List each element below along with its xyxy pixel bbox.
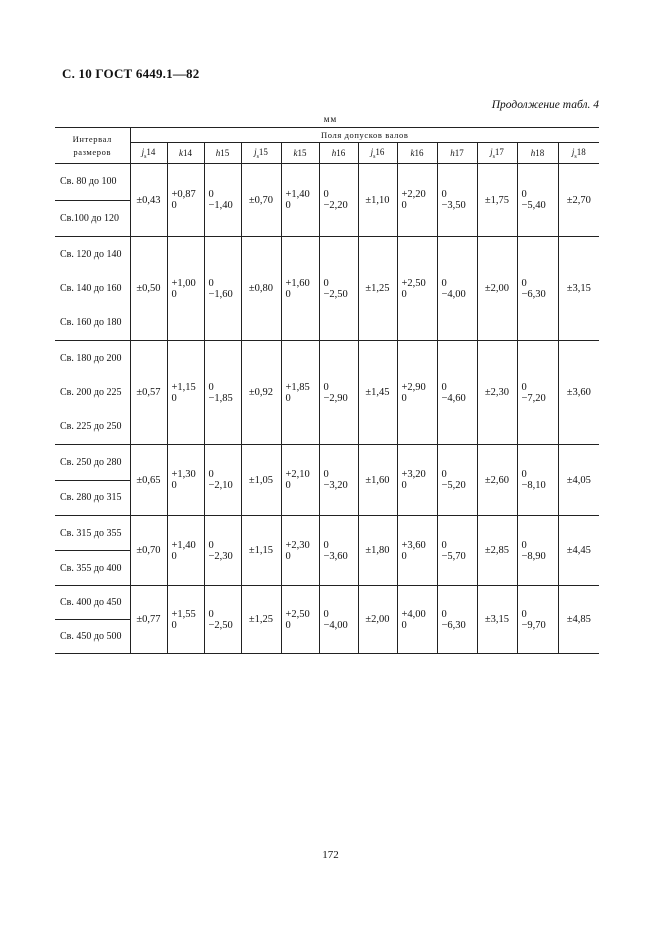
column-subscript: s — [256, 153, 259, 160]
tolerance-value: ±3,60 — [558, 341, 599, 445]
column-letter: j — [571, 146, 575, 157]
lower-deviation: −2,50 — [323, 288, 348, 300]
upper-deviation: 0 — [208, 608, 214, 620]
tolerance-value — [319, 516, 358, 586]
upper-deviation: +1,00 — [171, 277, 196, 289]
tolerance-value — [204, 516, 241, 586]
lower-deviation: −1,40 — [208, 200, 233, 211]
column-letter: j — [490, 146, 493, 157]
column-letter: j — [254, 146, 257, 157]
column-number: 16 — [375, 146, 385, 157]
column-header-h15 — [204, 143, 241, 164]
tolerance-value — [167, 164, 204, 237]
upper-deviation: 0 — [441, 189, 447, 200]
tolerance-value — [319, 164, 358, 237]
table-row — [55, 516, 599, 586]
size-interval-label: Св. 225 до 250 — [60, 421, 122, 433]
lower-deviation: −2,10 — [208, 480, 233, 491]
lower-deviation: −6,30 — [521, 288, 546, 300]
upper-deviation: 0 — [441, 539, 447, 551]
tolerance-value: ±0,70 — [241, 164, 281, 237]
lower-deviation: −4,60 — [441, 392, 466, 404]
tolerance-value — [281, 586, 319, 654]
tolerance-value — [281, 237, 319, 341]
tolerance-value: ±1,80 — [358, 516, 397, 586]
table-row — [55, 445, 599, 516]
column-subscript: s — [574, 153, 577, 160]
column-header-k16 — [397, 143, 437, 164]
upper-deviation: 0 — [323, 381, 329, 393]
lower-deviation: −4,00 — [323, 619, 348, 631]
column-header-js14 — [130, 143, 167, 164]
lower-deviation: 0 — [171, 288, 177, 300]
lower-deviation: −4,00 — [441, 288, 466, 300]
size-interval-label: Св. 280 до 315 — [60, 492, 122, 504]
tolerance-value: ±2,70 — [558, 164, 599, 237]
size-interval-cell — [55, 516, 130, 586]
lower-deviation: −2,90 — [323, 392, 348, 404]
column-number: 18 — [535, 148, 545, 158]
size-interval-cell — [55, 341, 130, 445]
lower-deviation: 0 — [285, 480, 291, 491]
column-subscript: s — [373, 153, 376, 160]
tolerance-value: ±1,60 — [358, 445, 397, 516]
tolerance-value — [517, 445, 558, 516]
page-number: 172 — [322, 849, 339, 861]
tolerance-value: ±4,05 — [558, 445, 599, 516]
tolerance-value — [397, 341, 437, 445]
lower-deviation: −2,50 — [208, 619, 233, 631]
tolerance-value — [397, 445, 437, 516]
upper-deviation: 0 — [441, 381, 447, 393]
tolerance-value: ±3,15 — [558, 237, 599, 341]
upper-deviation: 0 — [441, 469, 447, 480]
column-letter: j — [370, 146, 374, 157]
tolerance-value — [281, 341, 319, 445]
tolerance-value — [167, 516, 204, 586]
fields-header: Поля допусков валов — [130, 128, 599, 143]
upper-deviation: +1,40 — [285, 189, 310, 200]
tolerance-value — [437, 164, 477, 237]
tolerance-value: ±0,50 — [130, 237, 167, 341]
tolerance-value: ±0,70 — [130, 516, 167, 586]
tolerance-value — [437, 237, 477, 341]
tolerance-value — [204, 586, 241, 654]
tolerance-value — [397, 237, 437, 341]
lower-deviation: −5,40 — [521, 200, 546, 211]
upper-deviation: 0 — [441, 608, 447, 620]
tolerance-value: ±0,43 — [130, 164, 167, 237]
table-row — [55, 586, 599, 654]
column-number: 15 — [258, 146, 268, 157]
table-row — [55, 164, 599, 237]
tolerance-value — [517, 341, 558, 445]
tolerance-value: ±2,00 — [358, 586, 397, 654]
upper-deviation: 0 — [521, 381, 527, 393]
size-interval-label: Св. 450 до 500 — [60, 631, 122, 642]
tolerance-value — [517, 237, 558, 341]
tolerance-value: ±1,25 — [241, 586, 281, 654]
size-interval-label: Св. 140 до 160 — [60, 282, 122, 294]
tolerance-value — [167, 586, 204, 654]
tolerance-value: ±2,00 — [477, 237, 517, 341]
tolerance-value: ±1,25 — [358, 237, 397, 341]
tolerance-value: ±4,45 — [558, 516, 599, 586]
size-interval-label: Св. 355 до 400 — [60, 562, 122, 574]
tolerance-value — [204, 237, 241, 341]
lower-deviation: 0 — [285, 392, 291, 404]
lower-deviation: 0 — [171, 200, 177, 211]
lower-deviation: 0 — [401, 550, 407, 562]
tolerance-value: ±4,85 — [558, 586, 599, 654]
upper-deviation: 0 — [208, 381, 214, 393]
column-letter: k — [410, 148, 415, 158]
tolerance-value: ±1,10 — [358, 164, 397, 237]
tolerance-value: ±1,45 — [358, 341, 397, 445]
column-number: 16 — [336, 148, 346, 158]
upper-deviation: +1,60 — [285, 277, 310, 289]
upper-deviation: 0 — [208, 189, 214, 200]
upper-deviation: +2,20 — [401, 189, 426, 200]
upper-deviation: +0,87 — [171, 189, 196, 200]
lower-deviation: 0 — [171, 619, 177, 631]
tolerance-value — [319, 586, 358, 654]
column-subscript: s — [492, 153, 495, 160]
lower-deviation: −3,20 — [323, 480, 348, 491]
column-header-h16 — [319, 143, 358, 164]
tolerance-value — [204, 341, 241, 445]
tolerance-value — [204, 164, 241, 237]
upper-deviation: 0 — [521, 608, 527, 620]
column-letter: h — [450, 148, 455, 158]
size-interval-label: Св. 160 до 180 — [60, 317, 122, 329]
tolerance-value — [281, 445, 319, 516]
column-letter: h — [331, 148, 337, 158]
lower-deviation: −5,20 — [441, 480, 466, 491]
size-interval-cell — [55, 586, 130, 654]
column-number: 15 — [220, 148, 230, 158]
tolerance-value — [281, 164, 319, 237]
lower-deviation: −8,90 — [521, 550, 546, 562]
column-header-k14 — [167, 143, 204, 164]
upper-deviation: 0 — [323, 608, 329, 620]
upper-deviation: +3,20 — [401, 469, 426, 480]
lower-deviation: −2,20 — [323, 200, 348, 211]
column-header-js15 — [241, 143, 281, 164]
tolerance-value: ±3,15 — [477, 586, 517, 654]
upper-deviation: +2,30 — [285, 539, 310, 551]
upper-deviation: +1,55 — [171, 608, 196, 620]
page-header: С. 10 ГОСТ 6449.1—82 — [62, 66, 200, 81]
column-number: 17 — [494, 146, 504, 157]
lower-deviation: −1,85 — [208, 392, 233, 404]
lower-deviation: −5,70 — [441, 550, 466, 562]
column-header-h17 — [437, 143, 477, 164]
column-number: 14 — [183, 148, 192, 158]
upper-deviation: +2,90 — [401, 381, 426, 393]
tolerance-value: ±2,85 — [477, 516, 517, 586]
tolerance-value: ±0,65 — [130, 445, 167, 516]
lower-deviation: −9,70 — [521, 619, 546, 631]
size-interval-label: Св. 315 до 355 — [55, 516, 130, 551]
tolerance-value — [437, 341, 477, 445]
tolerance-value — [397, 586, 437, 654]
table-row — [55, 341, 599, 445]
upper-deviation: 0 — [521, 539, 527, 551]
tolerance-table — [55, 127, 599, 654]
size-interval-cell — [55, 237, 130, 341]
lower-deviation: −7,20 — [521, 392, 546, 404]
upper-deviation: +1,15 — [171, 381, 196, 393]
tolerance-value — [167, 237, 204, 341]
tolerance-value: ±2,30 — [477, 341, 517, 445]
column-number: 15 — [297, 148, 307, 158]
lower-deviation: −3,50 — [441, 200, 466, 211]
lower-deviation: −1,60 — [208, 288, 233, 300]
column-number: 17 — [454, 148, 464, 158]
column-header-js16 — [358, 143, 397, 164]
tolerance-value — [167, 445, 204, 516]
lower-deviation: 0 — [285, 619, 291, 631]
lower-deviation: 0 — [401, 200, 407, 211]
tolerance-value — [517, 164, 558, 237]
lower-deviation: 0 — [401, 392, 407, 404]
tolerance-value: ±0,92 — [241, 341, 281, 445]
upper-deviation: 0 — [441, 277, 447, 289]
column-letter: j — [141, 146, 145, 157]
lower-deviation: 0 — [401, 480, 407, 491]
tolerance-value — [517, 516, 558, 586]
tolerance-value: ±2,60 — [477, 445, 517, 516]
column-number: 18 — [576, 146, 586, 157]
tolerance-value — [167, 341, 204, 445]
tolerance-value: ±1,15 — [241, 516, 281, 586]
lower-deviation: 0 — [285, 550, 291, 562]
tolerance-value — [204, 445, 241, 516]
lower-deviation: 0 — [285, 200, 291, 211]
upper-deviation: +2,50 — [401, 277, 426, 289]
lower-deviation: −6,30 — [441, 619, 466, 631]
tolerance-value: ±1,75 — [477, 164, 517, 237]
column-letter: k — [293, 148, 298, 158]
size-interval-label: Св. 400 до 450 — [55, 586, 130, 620]
column-number: 16 — [414, 148, 424, 158]
column-letter: h — [215, 148, 221, 158]
lower-deviation: 0 — [171, 550, 177, 562]
unit-label: мм — [323, 114, 338, 124]
tolerance-value: ±0,77 — [130, 586, 167, 654]
lower-deviation: −3,60 — [323, 550, 348, 562]
upper-deviation: 0 — [208, 469, 214, 480]
size-interval-cell — [55, 445, 130, 516]
lower-deviation: −8,10 — [521, 480, 546, 491]
tolerance-value: ±0,57 — [130, 341, 167, 445]
lower-deviation: 0 — [401, 288, 407, 300]
size-interval-label: Св. 250 до 280 — [55, 445, 130, 481]
column-header-js18 — [558, 143, 599, 164]
table-row — [55, 237, 599, 341]
upper-deviation: 0 — [323, 469, 329, 480]
lower-deviation: 0 — [401, 619, 407, 631]
tolerance-value — [437, 516, 477, 586]
upper-deviation: +1,85 — [285, 381, 310, 393]
upper-deviation: +3,60 — [401, 539, 426, 551]
tolerance-value — [437, 445, 477, 516]
tolerance-value: ±1,05 — [241, 445, 281, 516]
tolerance-value — [319, 237, 358, 341]
column-letter: h — [530, 148, 536, 158]
tolerance-value: ±0,80 — [241, 237, 281, 341]
lower-deviation: 0 — [171, 480, 177, 491]
upper-deviation: 0 — [323, 539, 329, 551]
column-subscript: s — [144, 153, 147, 160]
size-interval-label: Св. 180 до 200 — [60, 352, 122, 364]
upper-deviation: 0 — [521, 189, 527, 200]
tolerance-value — [281, 516, 319, 586]
size-interval-cell — [55, 164, 130, 237]
tolerance-value — [319, 445, 358, 516]
upper-deviation: 0 — [323, 189, 329, 200]
upper-deviation: 0 — [208, 539, 214, 551]
column-number: 14 — [146, 146, 156, 157]
lower-deviation: 0 — [171, 392, 177, 404]
upper-deviation: 0 — [521, 277, 527, 289]
size-interval-label: Св.100 до 120 — [60, 212, 119, 224]
interval-header: Интервал размеров — [55, 128, 130, 164]
upper-deviation: +2,10 — [285, 469, 310, 480]
upper-deviation: +4,00 — [401, 608, 426, 620]
size-interval-label: Св. 80 до 100 — [55, 164, 130, 201]
lower-deviation: 0 — [285, 288, 291, 300]
column-header-k15 — [281, 143, 319, 164]
tolerance-value — [319, 341, 358, 445]
upper-deviation: +2,50 — [285, 608, 310, 620]
lower-deviation: −2,30 — [208, 550, 233, 562]
column-header-js17 — [477, 143, 517, 164]
column-letter: k — [179, 148, 183, 158]
tolerance-value — [397, 516, 437, 586]
upper-deviation: +1,30 — [171, 469, 196, 480]
upper-deviation: +1,40 — [171, 539, 196, 551]
tolerance-value — [437, 586, 477, 654]
size-interval-label: Св. 120 до 140 — [60, 248, 122, 260]
upper-deviation: 0 — [521, 469, 527, 480]
column-header-h18 — [517, 143, 558, 164]
upper-deviation: 0 — [323, 277, 329, 289]
size-interval-label: Св. 200 до 225 — [60, 386, 122, 398]
tolerance-value — [397, 164, 437, 237]
upper-deviation: 0 — [208, 277, 214, 289]
table-continuation-label: Продолжение табл. 4 — [491, 99, 599, 111]
tolerance-value — [517, 586, 558, 654]
